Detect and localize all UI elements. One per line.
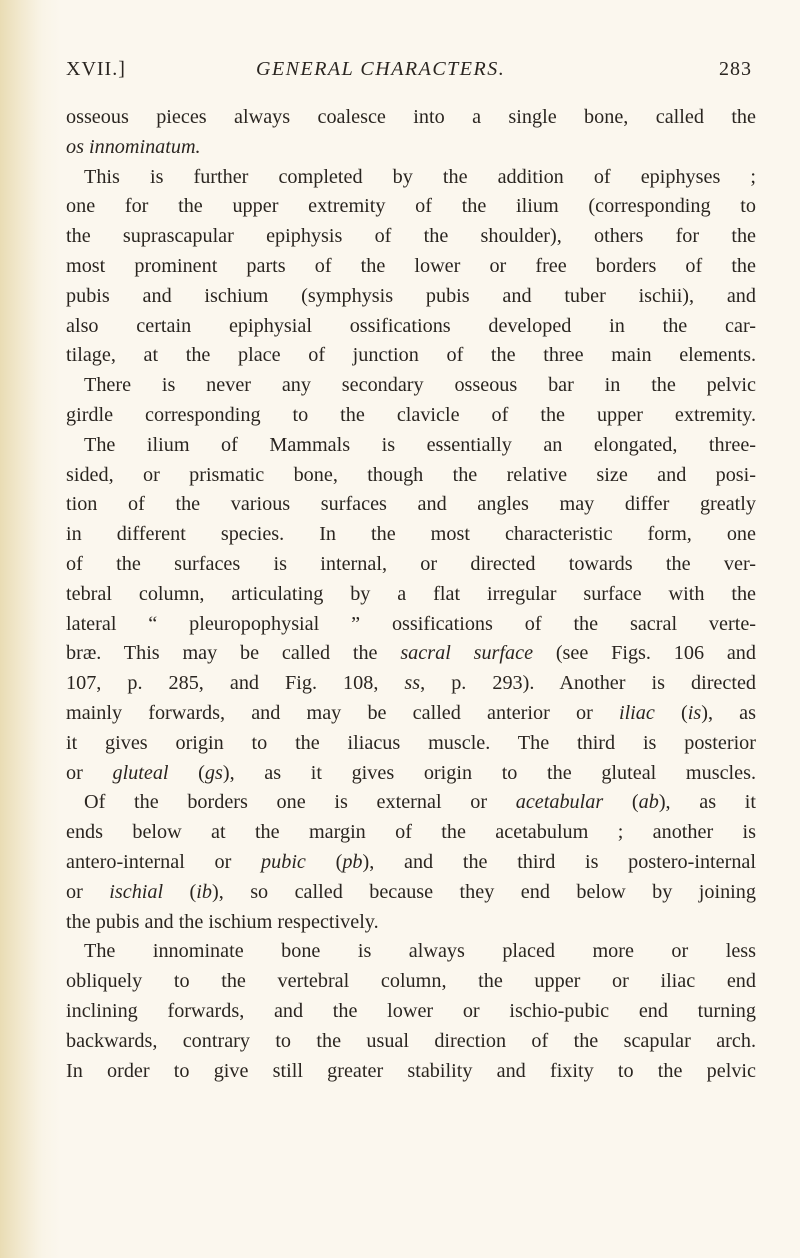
text-line: obliquely to the vertebral column, the upper or iliac end [66, 970, 756, 993]
text-line: it gives origin to the iliacus muscle. The third is posterior [66, 731, 756, 754]
text-line: tilage, at the place of junction of the three main elements. [66, 344, 756, 367]
text-line: Of the borders one is external or acetabular (ab), as it [84, 791, 757, 814]
text-line: most prominent parts of the lower or free borders of the [66, 254, 756, 277]
text-line: The ilium of Mammals is essentially an elongated, three- [84, 433, 756, 456]
text-line: pubis and ischium (symphysis pubis and tuber ischii), and [66, 284, 756, 307]
text-line: sided, or prismatic bone, though the relative size and posi- [66, 463, 756, 486]
text-line: the suprascapular epiphysis of the shoulder), others for the [66, 225, 756, 248]
text-line: osseous pieces always coalesce into a single bone, called the [66, 106, 756, 128]
running-head [66, 58, 752, 90]
body-text [66, 103, 756, 1086]
page-gutter-shadow [0, 0, 60, 1258]
text-line: also certain epiphysial ossifications developed in the car- [66, 314, 756, 337]
text-line: antero-internal or pubic (pb), and the third is postero-internal [66, 850, 756, 873]
text-line: In order to give still greater stability and fixity to the pelvic [66, 1059, 756, 1082]
running-title: GENERAL CHARACTERS. [256, 58, 506, 80]
text-line: girdle corresponding to the clavicle of the upper extremity. [66, 403, 756, 426]
text-line: or gluteal (gs), as it gives origin to the gluteal muscles. [66, 761, 756, 784]
text-line: tion of the various surfaces and angles may differ greatly [66, 493, 756, 516]
text-line: of the surfaces is internal, or directed towards the ver- [66, 552, 756, 575]
text-line: os innominatum. [66, 135, 201, 158]
text-line: The innominate bone is always placed more or less [84, 940, 756, 963]
text-line: inclining forwards, and the lower or ischio-pubic end turning [66, 999, 756, 1022]
text-line: the pubis and the ischium respectively. [66, 910, 379, 933]
text-line: There is never any secondary osseous bar in the pelvic [84, 374, 756, 397]
text-line: mainly forwards, and may be called anterior or iliac (is), as [66, 701, 756, 724]
text-line: or ischial (ib), so called because they end below by joining [66, 880, 756, 903]
text-line: This is further completed by the addition of epiphyses ; [84, 165, 756, 188]
text-line: ends below at the margin of the acetabulum ; another is [66, 821, 756, 844]
text-line: 107, p. 285, and Fig. 108, ss, p. 293). Another is directed [66, 672, 757, 695]
text-line: bræ. This may be called the sacral surface (see Figs. 106 and [66, 642, 756, 665]
text-line: backwards, contrary to the usual direction of the scapular arch. [66, 1029, 756, 1052]
text-line: in different species. In the most characteristic form, one [66, 523, 756, 546]
text-line: one for the upper extremity of the ilium (corresponding to [66, 195, 756, 218]
page-number: 283 [719, 58, 752, 80]
text-line: tebral column, articulating by a flat irregular surface with the [66, 582, 756, 605]
chapter-number: XVII.] [66, 58, 126, 80]
text-line: lateral “ pleuropophysial ” ossifications of the sacral verte- [66, 612, 756, 635]
